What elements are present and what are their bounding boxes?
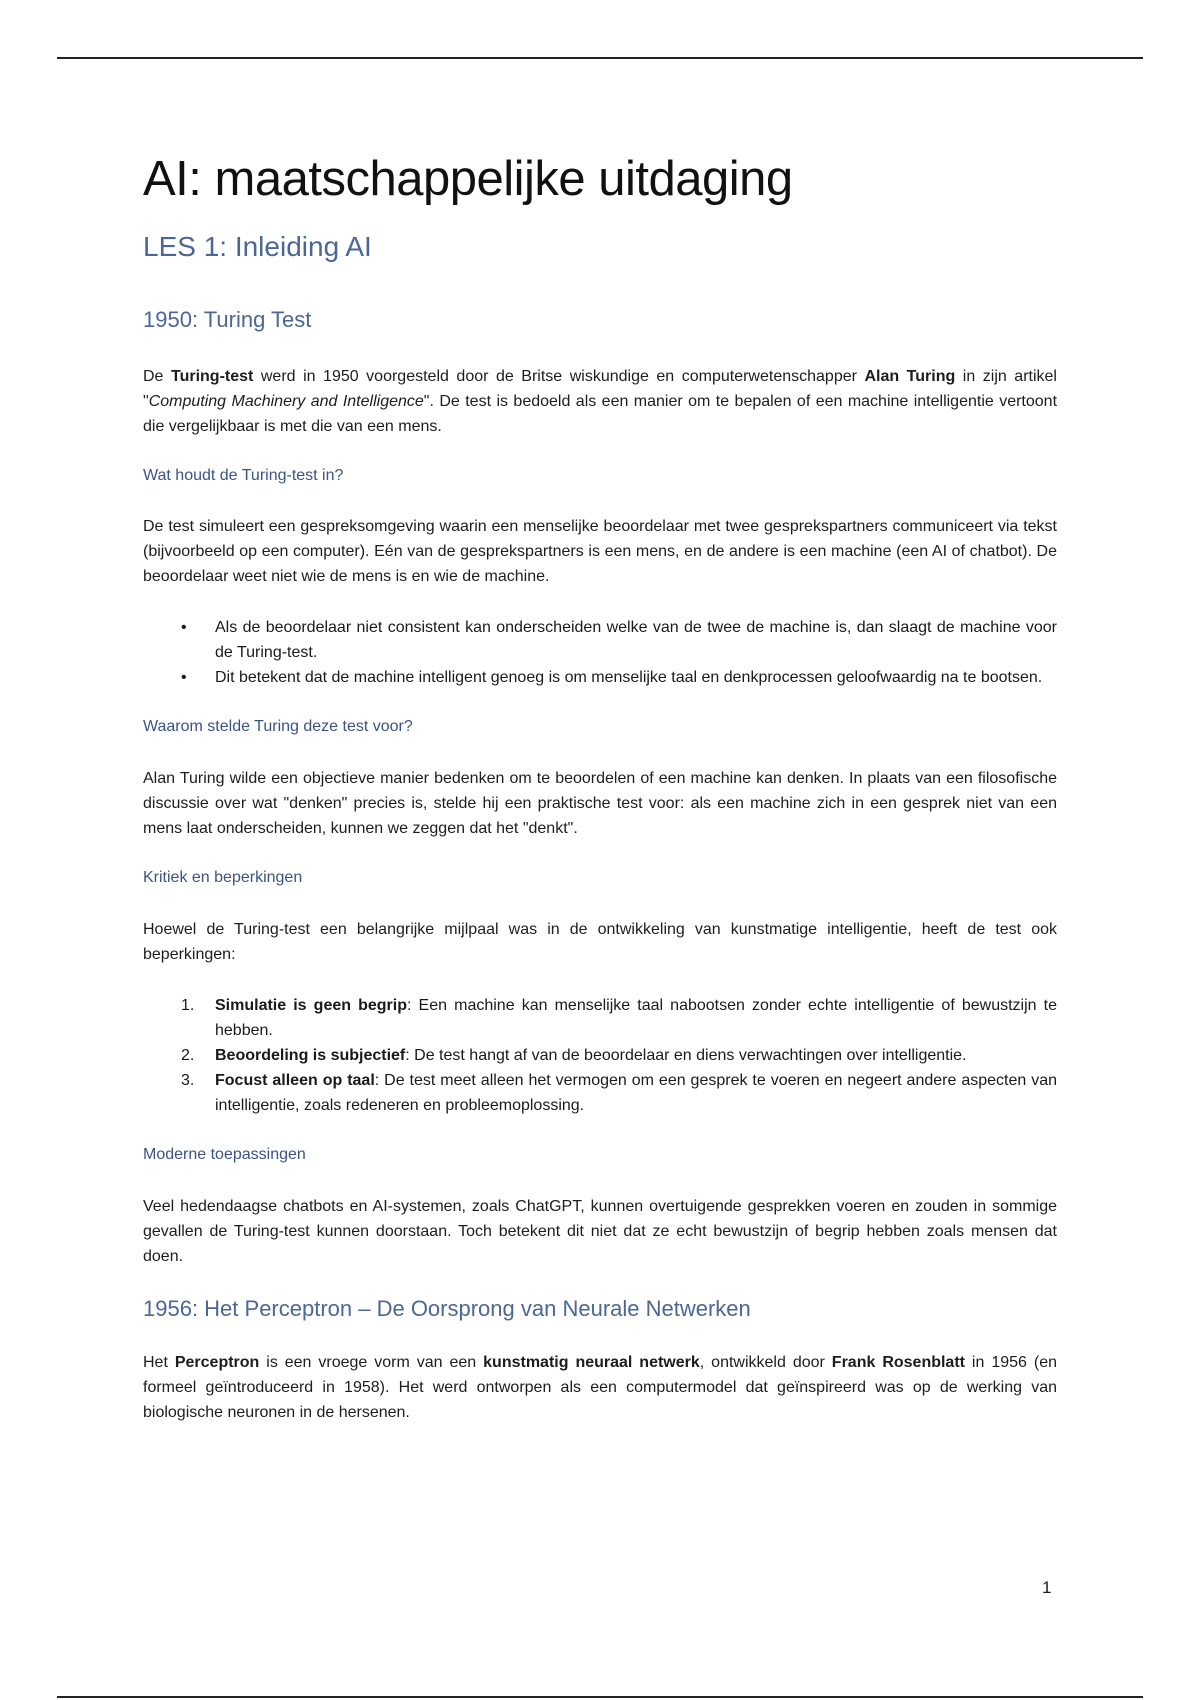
kritiek-paragraph: Hoewel de Turing-test een belangrijke mijlpaal was in de ontwikkeling van kunstmatige intelligentie, heeft de test ook beperkingen:: [143, 921, 1057, 963]
section-heading-perceptron: 1956: Het Perceptron – De Oorsprong van Neurale Netwerken: [143, 1296, 751, 1321]
bullet-icon: •: [181, 619, 187, 636]
list-item: [143, 993, 1057, 1043]
turing-explanation-paragraph: De test simuleert een gespreksomgeving waarin een menselijke beoordelaar met twee gesprekspartners communiceert via tekst (bijvoorbeeld op een computer). Eén van de gesprekspartners is een mens, en de andere is een machine (een AI of chatbot). De beoordelaar weet niet wie de mens is en wie de machine.: [143, 518, 1057, 585]
text-run: werd in 1950 voorgesteld door de Britse wiskundige en computerwetenschapper: [253, 368, 865, 385]
waarom-paragraph: Alan Turing wilde een objectieve manier bedenken om te beoordelen of een machine kan denken. In plaats van een filosofische discussie over wat "denken" precies is, stelde hij een praktische test voor: als een machine zich in een gesprek niet van een mens laat onderscheiden, kunnen we zeggen dat het "denkt".: [143, 770, 1057, 837]
bold-term: kunstmatig neuraal netwerk: [483, 1354, 700, 1371]
bold-term: Simulatie is geen begrip: [215, 997, 408, 1014]
text-run: in 1956 (en formeel geïntroduceerd in 1958). Het werd ontworpen als een computermodel dat geïnspireerd was op de werking van biologische neuronen in de hersenen.: [143, 1354, 1057, 1421]
list-item: [143, 1068, 1057, 1118]
text-run: De: [143, 368, 171, 385]
list-item-text: : Een machine kan menselijke taal nabootsen zonder echte intelligentie of bewustzijn te hebben.: [215, 997, 1058, 1039]
document-body: [143, 150, 1057, 1425]
list-number: 1.: [181, 997, 195, 1014]
header-rule: [57, 57, 1143, 59]
text-run: is een vroege vorm van een: [259, 1354, 484, 1371]
list-item-text: Dit betekent dat de machine intelligent genoeg is om menselijke taal en denkprocessen geloofwaardig na te bootsen.: [215, 669, 1043, 686]
list-number: 3.: [181, 1072, 195, 1089]
bullet-icon: •: [181, 669, 187, 686]
bold-term: Focust alleen op taal: [215, 1072, 375, 1089]
list-number: 2.: [181, 1047, 195, 1064]
section-heading-turing-test: 1950: Turing Test: [143, 307, 312, 332]
footer-rule: [57, 1696, 1143, 1698]
turing-bullet-list: [143, 615, 1057, 690]
page-number: 1: [1042, 1578, 1052, 1597]
turing-intro-paragraph: [143, 364, 1057, 439]
moderne-paragraph: Veel hedendaagse chatbots en AI-systemen, zoals ChatGPT, kunnen overtuigende gesprekken voeren en zouden in sommige gevallen de Turing-test kunnen doorstaan. Toch betekent dit niet dat ze echt bewustzijn of begrip hebben zoals mensen dat doen.: [143, 1198, 1057, 1265]
subheading-waarom: Waarom stelde Turing deze test voor?: [143, 718, 413, 735]
perceptron-intro-paragraph: [143, 1350, 1057, 1425]
bold-term: Frank Rosenblatt: [831, 1354, 965, 1371]
subheading-wat-houdt: Wat houdt de Turing-test in?: [143, 467, 344, 484]
list-item-text: : De test hangt af van de beoordelaar en diens verwachtingen over intelligentie.: [405, 1047, 967, 1064]
italic-title: Computing Machinery and Intelligence: [148, 393, 424, 410]
bold-term: Beoordeling is subjectief: [215, 1047, 406, 1064]
text-run: Het: [143, 1354, 175, 1371]
text-run: in zijn artikel ": [143, 368, 1057, 410]
list-item: [143, 615, 1057, 665]
list-item: [143, 1043, 1057, 1068]
text-run: , ontwikkeld door: [699, 1354, 832, 1371]
text-run: ". De test is bedoeld als een manier om te bepalen of een machine intelligentie vertoont die vergelijkbaar is met die van een mens.: [143, 393, 1058, 435]
subheading-moderne: Moderne toepassingen: [143, 1146, 306, 1163]
list-item: [143, 665, 1057, 690]
limitations-list: [143, 993, 1057, 1118]
list-item-text: Als de beoordelaar niet consistent kan onderscheiden welke van de twee de machine is, dan slaagt de machine voor de Turing-test.: [215, 619, 1057, 661]
page-title: AI: maatschappelijke uitdaging: [143, 152, 793, 206]
subheading-kritiek: Kritiek en beperkingen: [143, 869, 303, 886]
bold-term: Perceptron: [174, 1354, 260, 1371]
bold-term: Turing-test: [170, 368, 254, 385]
lesson-heading: LES 1: Inleiding AI: [143, 231, 372, 262]
list-item-text: : De test meet alleen het vermogen om een gesprek te voeren en negeert andere aspecten van intelligentie, zoals redeneren en probleemoplossing.: [215, 1072, 1057, 1114]
bold-term: Alan Turing: [864, 368, 956, 385]
